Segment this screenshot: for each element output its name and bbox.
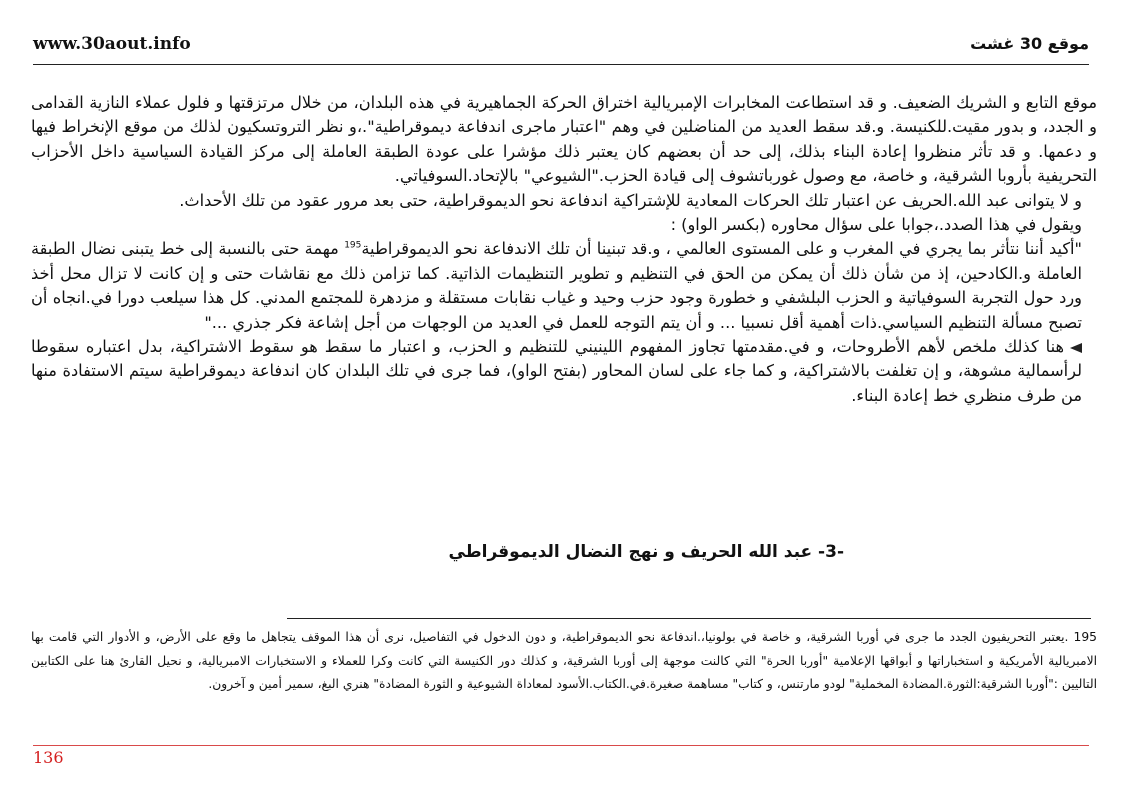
footnote-195 [31, 626, 1097, 697]
footnotes [31, 626, 1097, 697]
page-header [33, 34, 1089, 64]
paragraph-3: ويقول في هذا الصدد.،جوابا على سؤال محاوره (بكسر الواو) : [670, 215, 1082, 235]
paragraph-2: و لا يتوانى عبد الله.الحريف عن اعتبار تلك الحركات المعادية للإشتراكية اندفاعة نحو الديموقراطية، حتى بعد مرور عقود من تلك الأحداث. [179, 190, 1082, 210]
page-number: 136 [33, 748, 64, 767]
quote-text-start: "أكيد أننا نتأثر بما يجري في المغرب و على المستوى العالمي ، و.قد تبنينا أن تلك الاندفاعة نحو الديموقراطية [361, 239, 1082, 259]
site-url[interactable]: www.30aout.info [33, 34, 191, 54]
body-text [31, 91, 1097, 408]
paragraph-5 [31, 335, 1097, 408]
footnote-reference[interactable]: 195 [344, 241, 362, 252]
footnote-number: 195 [1073, 630, 1097, 644]
quote-paragraph [31, 237, 1097, 335]
header-divider [33, 64, 1089, 65]
footnote-divider [287, 618, 1091, 619]
footnote-text: .يعتبر التحريفيون الجدد ما جرى في أوربا الشرقية، و خاصة في بولونيا،.اندفاعة نحو الديموقراطية، و دون الدخول في التفاصيل، نرى أن هذا الموقف يتجاهل ما وقع على الأرض، و الأدوار التي قامت بها الامبريالية الأمريكية و استخباراتها و أبواقها الإعلامية "أوربا الحرة" التي كالنت موجهة إلى أوربا الشرقية، و كذلك دور الكنيسة التي كانت وكرا للعملاء و الاستخبارات الامبريالية، و نحيل القارئ هنا على الكتابين التاليين :"أوربا الشرقية:الثورة.المضادة المخملية" لودو مارتنس، و كتاب" مساهمة صغيرة.في.الكتاب.الأسود لمعاداة الشيوعية و الثورة المضادة" هنري البغ، سمير أمين و آخرون. [31, 630, 1097, 691]
paragraph-5-text: هنا كذلك ملخص لأهم الأطروحات، و في.مقدمتها تجاوز المفهوم اللينيني للتنظيم و الحزب، و اعتبار ما سقط هو سقوط الاشتراكية، بدل اعتباره سقوطا لرأسمالية مشوهة، و إن تغلفت بالاشتراكية، و كما جاء على لسان المحاور (بفتح الواو)، فما جرى في تلك البلدان كان اندفاعة ديموقراطية سيتم الاستفادة منها من طرف منظري خط إعادة البناء. [31, 337, 1082, 405]
pointing-hand-icon [1070, 343, 1082, 353]
footer-divider [33, 745, 1089, 746]
section-heading: -3- عبد الله الحريف و نهج النضال الديموقراطي [448, 542, 844, 562]
site-name: موقع 30 غشت [970, 34, 1089, 53]
quote-text-end: مهمة حتى بالنسبة إلى خط يتبنى نضال الطبقة العاملة و.الكادحين، إذ من شأن ذلك أن يمكن من الحق في التنظيم و تطوير التنظيمات الذاتية. كما تزامن ذلك مع نقاشات حتى و إن كانت لا تزال محل أخذ ورد حول التجربة السوفياتية و الحزب البلشفي و خطورة وجود حزب وحيد و غياب نقابات مستقلة و مزدهرة للمجتمع المدني. كل هذا سيلعب دورا في.انجاه أن تصبح مسألة التنظيم السياسي.ذات أهمية أقل نسبيا ... و أن يتم التوجه للعمل في العديد من الوجهات من أجل إشاعة فكر جذري ..." [31, 239, 1082, 332]
paragraph-1: موقع التابع و الشريك الضعيف. و قد استطاعت المخابرات الإمبريالية اختراق الحركة الجماهيرية في هذه البلدان، من خلال مرتزقتها و فلول عملاء النازية القدامى و الجدد، و بدور مقيت.للكنيسة. و.قد سقط العديد من المناضلين في وهم "اعتبار ماجرى اندفاعة ديموقراطية".،و نظر التروتسكيون لذلك من موقع الإنخراط فيها و دعمها. و قد تأثر منظروا إعادة البناء بذلك، إلى حد أن بعضهم كان يعتبر ذلك مؤشرا على عودة الطبقة العاملة إلى مركز القيادة السياسية داخل الأحزاب التحريفية بأروبا الشرقية، و خاصة، مع وصول غورباتشوف إلى قيادة الحزب."الشيوعي" بالإتحاد.السوفياتي. [31, 93, 1097, 186]
